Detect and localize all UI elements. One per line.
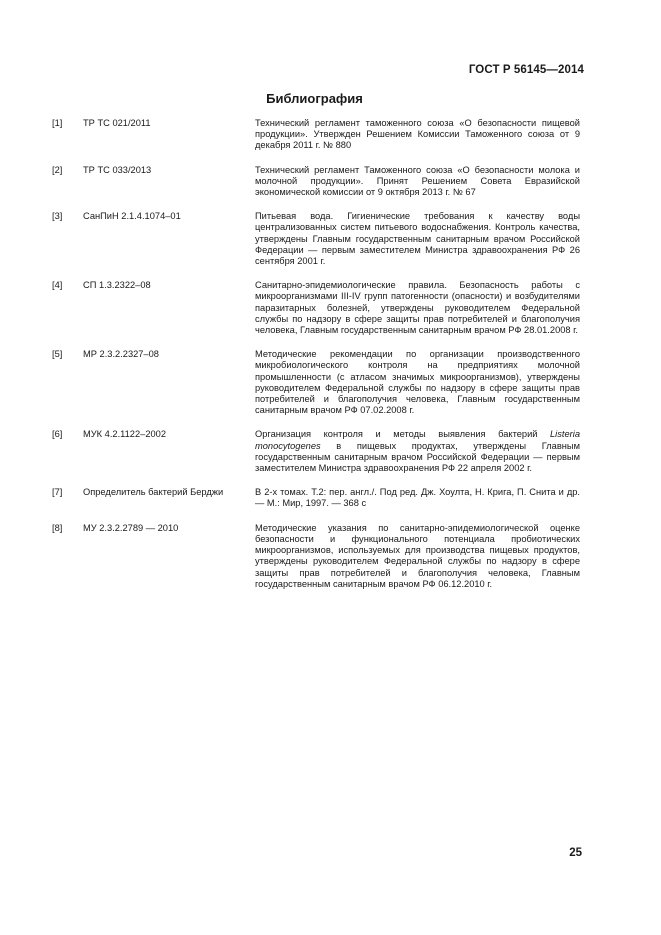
entry-description-end: в пищевых продуктах, утверждены Главным государственным санитарным врачом Российской Федерации — первым заместителем Министра здравоохранения РФ 22 апреля 2002 г. — [255, 440, 580, 474]
document-standard-header: ГОСТ Р 56145—2014 — [468, 64, 584, 76]
entry-code: ТР ТС 021/2011 — [83, 118, 151, 128]
entry-number: [6] — [52, 429, 63, 440]
entry-code: СанПиН 2.1.4.1074–01 — [83, 211, 181, 222]
entry-code: СП 1.3.2322–08 — [83, 280, 151, 291]
entry-number: [8] — [52, 522, 63, 533]
entry-description: Технический регламент Таможенного союза «О безопасности молока и молочной продукции». Принят Решением Совета Евразийской экономической комиссии от 9 октября 2013 г. № 67 — [255, 164, 580, 198]
entry-description: Методические указания по санитарно-эпидемиологической оценке безопасности и функционального потенциала пробиотических микроорганизмов, используемых для производства пищевых продуктов, утверждены руководителем Федеральной службы по надзору в сфере защиты прав потребителей и благополучия человека, Главным государственным санитарным врачом РФ 06.12.2010 г. — [255, 522, 580, 589]
entry-code: Определитель бактерий Берджи — [83, 487, 224, 498]
bibliography-entry — [52, 165, 580, 199]
entry-description: В 2-х томах. Т.2: пер. англ./. Под ред. Дж. Хоулта, Н. Крига, П. Снита и др. — М.: Мир, 1997. — 368 с — [255, 487, 580, 509]
bibliography-list — [52, 118, 580, 603]
bibliography-entry — [52, 211, 580, 267]
page-number: 25 — [569, 847, 582, 859]
bibliography-entry — [52, 349, 580, 416]
entry-code: ТР ТС 033/2013 — [83, 164, 152, 175]
entry-description: Технический регламент таможенного союза «О безопасности пищевой продукции». Утвержден Решением Комиссии Таможенного союза от 9 декабря 2011 г. № 880 — [255, 118, 580, 151]
bibliography-entry — [52, 280, 580, 336]
bibliography-entry — [52, 523, 580, 590]
entry-description: Методические рекомендации по организации производственного микробиологического контроля на предприятиях молочной промышленности (с атласом значимых микроорганизмов), утверждены руководителем Федеральной службы по надзору в сфере защиты прав потребителей и благополучия человека, Главным государственным санитарным врачом РФ 07.02.2008 г. — [255, 349, 580, 416]
entry-code: МУ 2.3.2.2789 — 2010 — [83, 522, 179, 533]
bibliography-entry — [52, 118, 580, 152]
entry-number: [5] — [52, 349, 63, 360]
entry-number: [1] — [52, 118, 63, 128]
bibliography-entry — [52, 429, 580, 474]
page-title: Библиография — [266, 91, 363, 106]
entry-code: МР 2.3.2.2327–08 — [83, 349, 159, 360]
entry-description-start: Организация контроля и методы выявления бактерий — [255, 429, 551, 440]
species-name: Listeria monocytogenes — [255, 429, 580, 451]
bibliography-entry — [52, 487, 580, 509]
entry-number: [4] — [52, 280, 63, 291]
entry-number: [2] — [52, 164, 63, 175]
entry-code: МУК 4.2.1122–2002 — [83, 429, 166, 440]
entry-description — [255, 429, 580, 474]
entry-number: [7] — [52, 487, 63, 498]
entry-description: Питьевая вода. Гигиенические требования к качеству воды централизованных систем питьевого водоснабжения. Контроль качества, утверждены Главным государственным санитарным врачом Российской Федерации — первым заместителем Министра здравоохранения РФ 26 сентября 2001 г. — [255, 211, 580, 267]
entry-description: Санитарно-эпидемиологические правила. Безопасность работы с микроорганизмами III-IV групп патогенности (опасности) и возбудителями паразитарных болезней, утверждены руководителем Федеральной службы по надзору в сфере защиты прав потребителей и благополучия человека, Главным государственным санитарным врачом РФ 28.01.2008 г. — [255, 280, 580, 336]
entry-number: [3] — [52, 211, 63, 222]
